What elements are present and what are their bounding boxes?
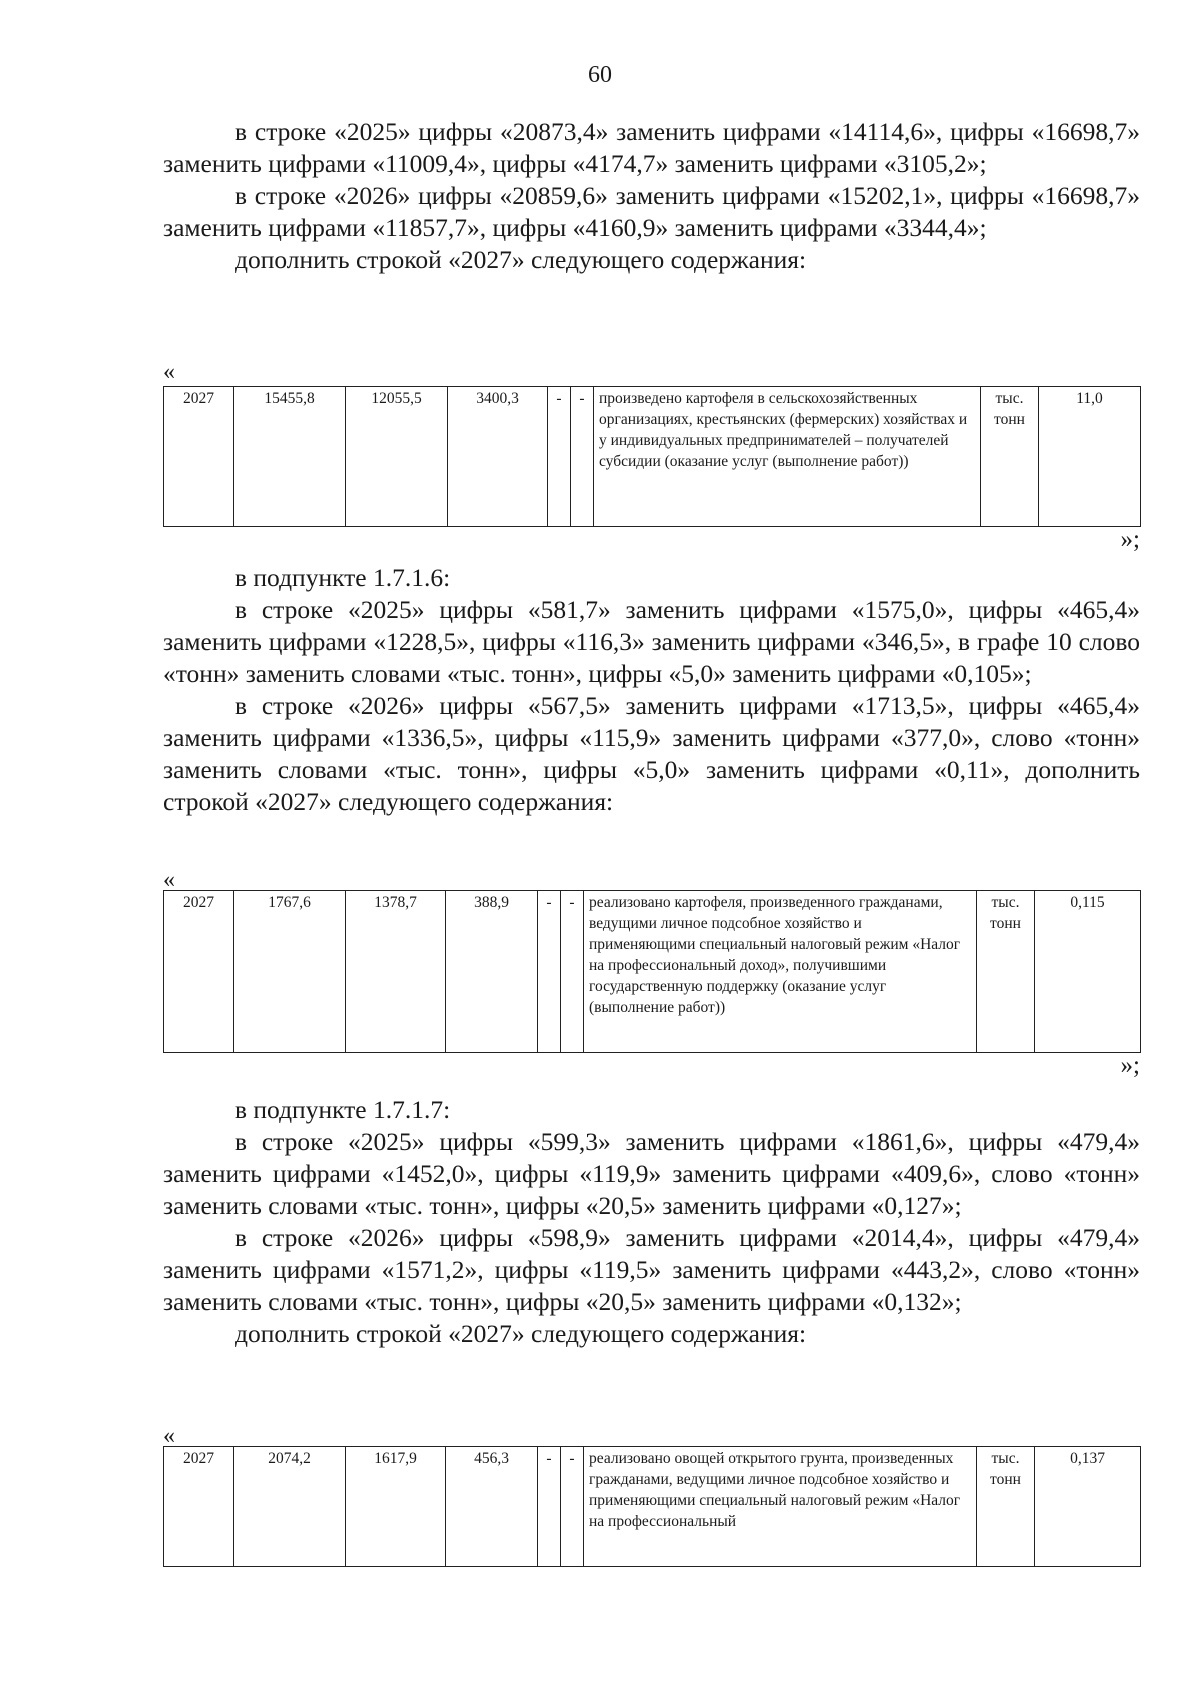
value-cell: 0,115 <box>1035 891 1141 1053</box>
table-3-wrapper <box>163 1446 1140 1567</box>
quote-open: « <box>163 359 175 385</box>
total-cell: 1767,6 <box>234 891 346 1053</box>
dash-cell: - <box>561 1447 584 1567</box>
amendment-block-3 <box>163 1094 1140 1350</box>
year-cell: 2027 <box>164 891 234 1053</box>
quote-open: « <box>163 867 175 893</box>
table-row <box>164 891 1141 1053</box>
value-cell: 0,137 <box>1035 1447 1141 1567</box>
paragraph: дополнить строкой «2027» следующего содержания: <box>235 245 807 274</box>
federal-cell: 1378,7 <box>346 891 446 1053</box>
unit-cell: тыс. тонн <box>981 387 1039 527</box>
paragraph: в строке «2025» цифры «599,3» заменить цифрами «1861,6», цифры «479,4» заменить цифрами «1452,0», цифры «119,9» заменить цифрами «409,6», слово «тонн» заменить словами «тыс. тонн», цифры «20,5» заменить цифрами «0,127»; <box>163 1127 1140 1220</box>
federal-cell: 12055,5 <box>346 387 448 527</box>
regional-cell: 388,9 <box>446 891 538 1053</box>
paragraph: дополнить строкой «2027» следующего содержания: <box>235 1319 807 1348</box>
regional-cell: 456,3 <box>446 1447 538 1567</box>
paragraph: в строке «2026» цифры «567,5» заменить цифрами «1713,5», цифры «465,4» заменить цифрами «1336,5», цифры «115,9» заменить цифрами «377,0», слово «тонн» заменить словами «тыс. тонн», цифры «5,0» заменить цифрами «0,11», дополнить строкой «2027» следующего содержания: <box>163 691 1140 816</box>
amendment-table-2 <box>163 890 1141 1053</box>
paragraph: в строке «2026» цифры «598,9» заменить цифрами «2014,4», цифры «479,4» заменить цифрами «1571,2», цифры «119,5» заменить цифрами «443,2», слово «тонн» заменить словами «тыс. тонн», цифры «20,5» заменить цифрами «0,132»; <box>163 1223 1140 1316</box>
quote-close: »; <box>1120 1052 1140 1079</box>
year-cell: 2027 <box>164 387 234 527</box>
paragraph: в строке «2026» цифры «20859,6» заменить цифрами «15202,1», цифры «16698,7» заменить цифрами «11857,7», цифры «4160,9» заменить цифрами «3344,4»; <box>163 181 1140 242</box>
paragraph: в строке «2025» цифры «20873,4» заменить цифрами «14114,6», цифры «16698,7» заменить цифрами «11009,4», цифры «4174,7» заменить цифрами «3105,2»; <box>163 117 1140 178</box>
amendment-block-1 <box>163 116 1140 276</box>
table-row <box>164 387 1141 527</box>
table-2-wrapper <box>163 890 1140 1079</box>
total-cell: 15455,8 <box>234 387 346 527</box>
amendment-table-3 <box>163 1446 1141 1567</box>
paragraph: в подпункте 1.7.1.6: <box>235 563 451 592</box>
dash-cell: - <box>548 387 571 527</box>
value-cell: 11,0 <box>1039 387 1141 527</box>
indicator-cell: произведено картофеля в сельскохозяйственных организациях, крестьянских (фермерских) хозяйствах и у индивидуальных предпринимателей – получателей субсидии (оказание услуг (выполнение работ)) <box>594 387 981 527</box>
unit-cell: тыс. тонн <box>977 1447 1035 1567</box>
indicator-cell: реализовано овощей открытого грунта, произведенных гражданами, ведущими личное подсобное хозяйство и применяющими специальный налоговый режим «Налог на профессиональный <box>584 1447 977 1567</box>
quote-open: « <box>163 1423 175 1449</box>
dash-cell: - <box>571 387 594 527</box>
dash-cell: - <box>538 1447 561 1567</box>
unit-cell: тыс. тонн <box>977 891 1035 1053</box>
paragraph: в подпункте 1.7.1.7: <box>235 1095 451 1124</box>
indicator-cell: реализовано картофеля, произведенного гражданами, ведущими личное подсобное хозяйство и применяющими специальный налоговый режим «Налог на профессиональный доход», получившими государственную поддержку (оказание услуг (выполнение работ)) <box>584 891 977 1053</box>
federal-cell: 1617,9 <box>346 1447 446 1567</box>
amendment-block-2 <box>163 562 1140 818</box>
quote-close: »; <box>1120 526 1140 553</box>
regional-cell: 3400,3 <box>448 387 548 527</box>
paragraph: в строке «2025» цифры «581,7» заменить цифрами «1575,0», цифры «465,4» заменить цифрами «1228,5», цифры «116,3» заменить цифрами «346,5», в графе 10 слово «тонн» заменить словами «тыс. тонн», цифры «5,0» заменить цифрами «0,105»; <box>163 595 1140 688</box>
year-cell: 2027 <box>164 1447 234 1567</box>
total-cell: 2074,2 <box>234 1447 346 1567</box>
dash-cell: - <box>538 891 561 1053</box>
dash-cell: - <box>561 891 584 1053</box>
page-number: 60 <box>588 62 612 88</box>
table-row <box>164 1447 1141 1567</box>
table-1-wrapper <box>163 386 1140 553</box>
amendment-table-1 <box>163 386 1141 527</box>
